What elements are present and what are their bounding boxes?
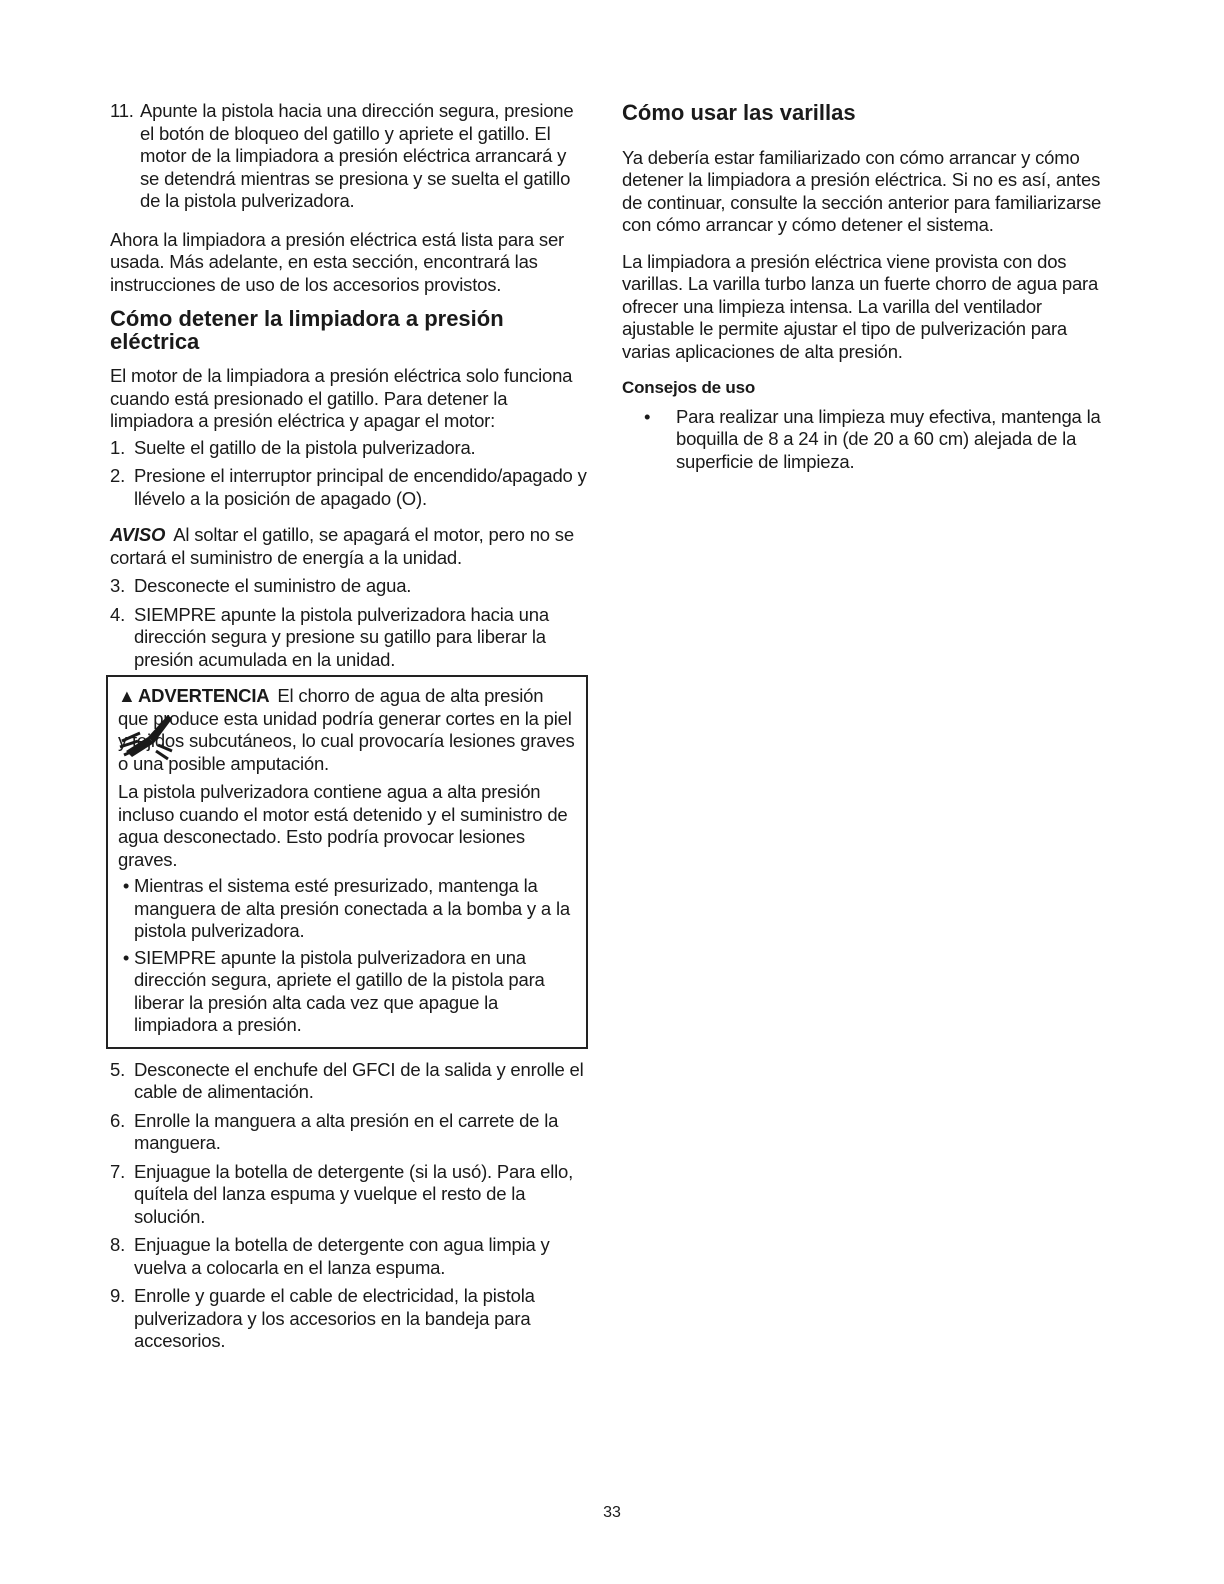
warning-header <box>118 685 576 775</box>
warning-body: La pistola pulverizadora contiene agua a alta presión incluso cuando el motor está detenido y el suministro de agua desconectado. Esto podría provocar lesiones graves. <box>118 781 568 870</box>
bullet-text: Mientras el sistema esté presurizado, mantenga la manguera de alta presión conectada a la bomba y a la pistola pulverizadora. <box>134 875 570 941</box>
ready-paragraph: Ahora la limpiadora a presión eléctrica está lista para ser usada. Más adelante, en esta sección, encontrará las instrucciones de uso de los accesorios provistos. <box>110 228 565 295</box>
step-number: 9. <box>110 1285 126 1306</box>
tips-heading: Consejos de uso <box>622 378 756 397</box>
aviso-text: Al soltar el gatillo, se apagará el motor, pero no se cortará el suministro de energía a la unidad. <box>110 524 574 568</box>
step-text: Desconecte el suministro de agua. <box>134 575 412 596</box>
bullet-icon: • <box>122 875 130 896</box>
step-number: 3. <box>110 575 126 596</box>
step-text: Enjuague la botella de detergente con agua limpia y vuelva a colocarla en el lanza espuma. <box>134 1234 550 1278</box>
step-text: Enrolle y guarde el cable de electricidad, la pistola pulverizadora y los accesorios en la bandeja para accesorios. <box>134 1285 535 1351</box>
step-text: Enrolle la manguera a alta presión en el carrete de la manguera. <box>134 1109 559 1153</box>
step-text: Suelte el gatillo de la pistola pulverizadora. <box>134 436 476 458</box>
warning-box <box>106 675 588 1049</box>
step-2 <box>110 465 590 510</box>
step-number: 4. <box>110 603 126 625</box>
aviso-label: AVISO <box>110 524 166 545</box>
step-number: 5. <box>110 1058 126 1080</box>
step-number: 6. <box>110 1109 126 1131</box>
step-text: SIEMPRE apunte la pistola pulverizadora hacia una dirección segura y presione su gatillo para liberar la presión acumulada en la unidad. <box>134 603 549 670</box>
step-5 <box>110 1059 590 1104</box>
step-3 <box>110 575 590 598</box>
step-number: 1. <box>110 436 126 458</box>
stop-intro: El motor de la limpiadora a presión eléctrica solo funciona cuando está presionado el gatillo. Para detener la limpiadora a presión eléctrica y apagar el motor: <box>110 365 573 431</box>
step-text: Desconecte el enchufe del GFCI de la salida y enrolle el cable de alimentación. <box>134 1058 584 1102</box>
warning-bullet <box>118 947 576 1037</box>
warning-bullet <box>118 875 576 943</box>
step-number: 2. <box>110 465 126 486</box>
step-1 <box>110 437 590 460</box>
step-number: 7. <box>110 1160 126 1182</box>
stop-heading: Cómo detener la limpiadora a presión eléctrica <box>110 306 504 354</box>
step-number: 11. <box>110 100 134 121</box>
bullet-text: SIEMPRE apunte la pistola pulverizadora en una dirección segura, apriete el gatillo de la pistola para liberar la presión alta cada vez que apague la limpiadora a presión. <box>134 946 545 1035</box>
step-text: Apunte la pistola hacia una dirección segura, presione el botón de bloqueo del gatillo y apriete el gatillo. El motor de la limpiadora a presión eléctrica arrancará y se detendrá mientras se presiona y se suelta el gatillo de la pistola pulverizadora. <box>140 100 574 211</box>
left-column <box>110 100 590 1359</box>
step-text: Enjuague la botella de detergente (si la usó). Para ello, quítela del lanza espuma y vuelque el resto de la solución. <box>134 1160 574 1227</box>
tip-item <box>644 406 1102 474</box>
page-number: 33 <box>603 1504 621 1521</box>
warning-head-text: El chorro de agua de alta presión que produce esta unidad podría generar cortes en la piel y tejidos subcutáneos, lo cual provocaría lesiones graves o una posible amputación. <box>118 685 575 774</box>
step-6 <box>110 1110 590 1155</box>
step-7 <box>110 1161 590 1229</box>
warning-title: ADVERTENCIA <box>138 685 270 706</box>
bullet-icon: • <box>644 405 651 427</box>
step-11 <box>110 100 590 213</box>
wands-heading: Cómo usar las varillas <box>622 100 856 125</box>
bullet-icon: • <box>122 946 130 968</box>
wands-para-2: La limpiadora a presión eléctrica viene provista con dos varillas. La varilla turbo lanza un fuerte chorro de agua para ofrecer una limpieza intensa. La varilla del ventilador ajustable le permite ajustar el tipo de pulverización para varias aplicaciones de alta presión. <box>622 250 1099 362</box>
right-column <box>622 100 1102 473</box>
tip-text: Para realizar una limpieza muy efectiva, mantenga la boquilla de 8 a 24 in (de 20 a 60 cm) alejada de la superficie de limpieza. <box>676 405 1101 472</box>
step-8 <box>110 1234 590 1279</box>
wands-para-1: Ya debería estar familiarizado con cómo arrancar y cómo detener la limpiadora a presión eléctrica. Si no es así, antes de continuar, consulte la sección anterior para familiarizarse con cómo arrancar y cómo detener el sistema. <box>622 146 1102 235</box>
step-4 <box>110 604 590 672</box>
alert-triangle-icon: ▲ <box>118 686 136 706</box>
step-number: 8. <box>110 1234 126 1255</box>
aviso-note <box>110 524 590 569</box>
step-9 <box>110 1285 590 1353</box>
step-text: Presione el interruptor principal de encendido/apagado y llévelo a la posición de apagado (O). <box>134 465 587 509</box>
